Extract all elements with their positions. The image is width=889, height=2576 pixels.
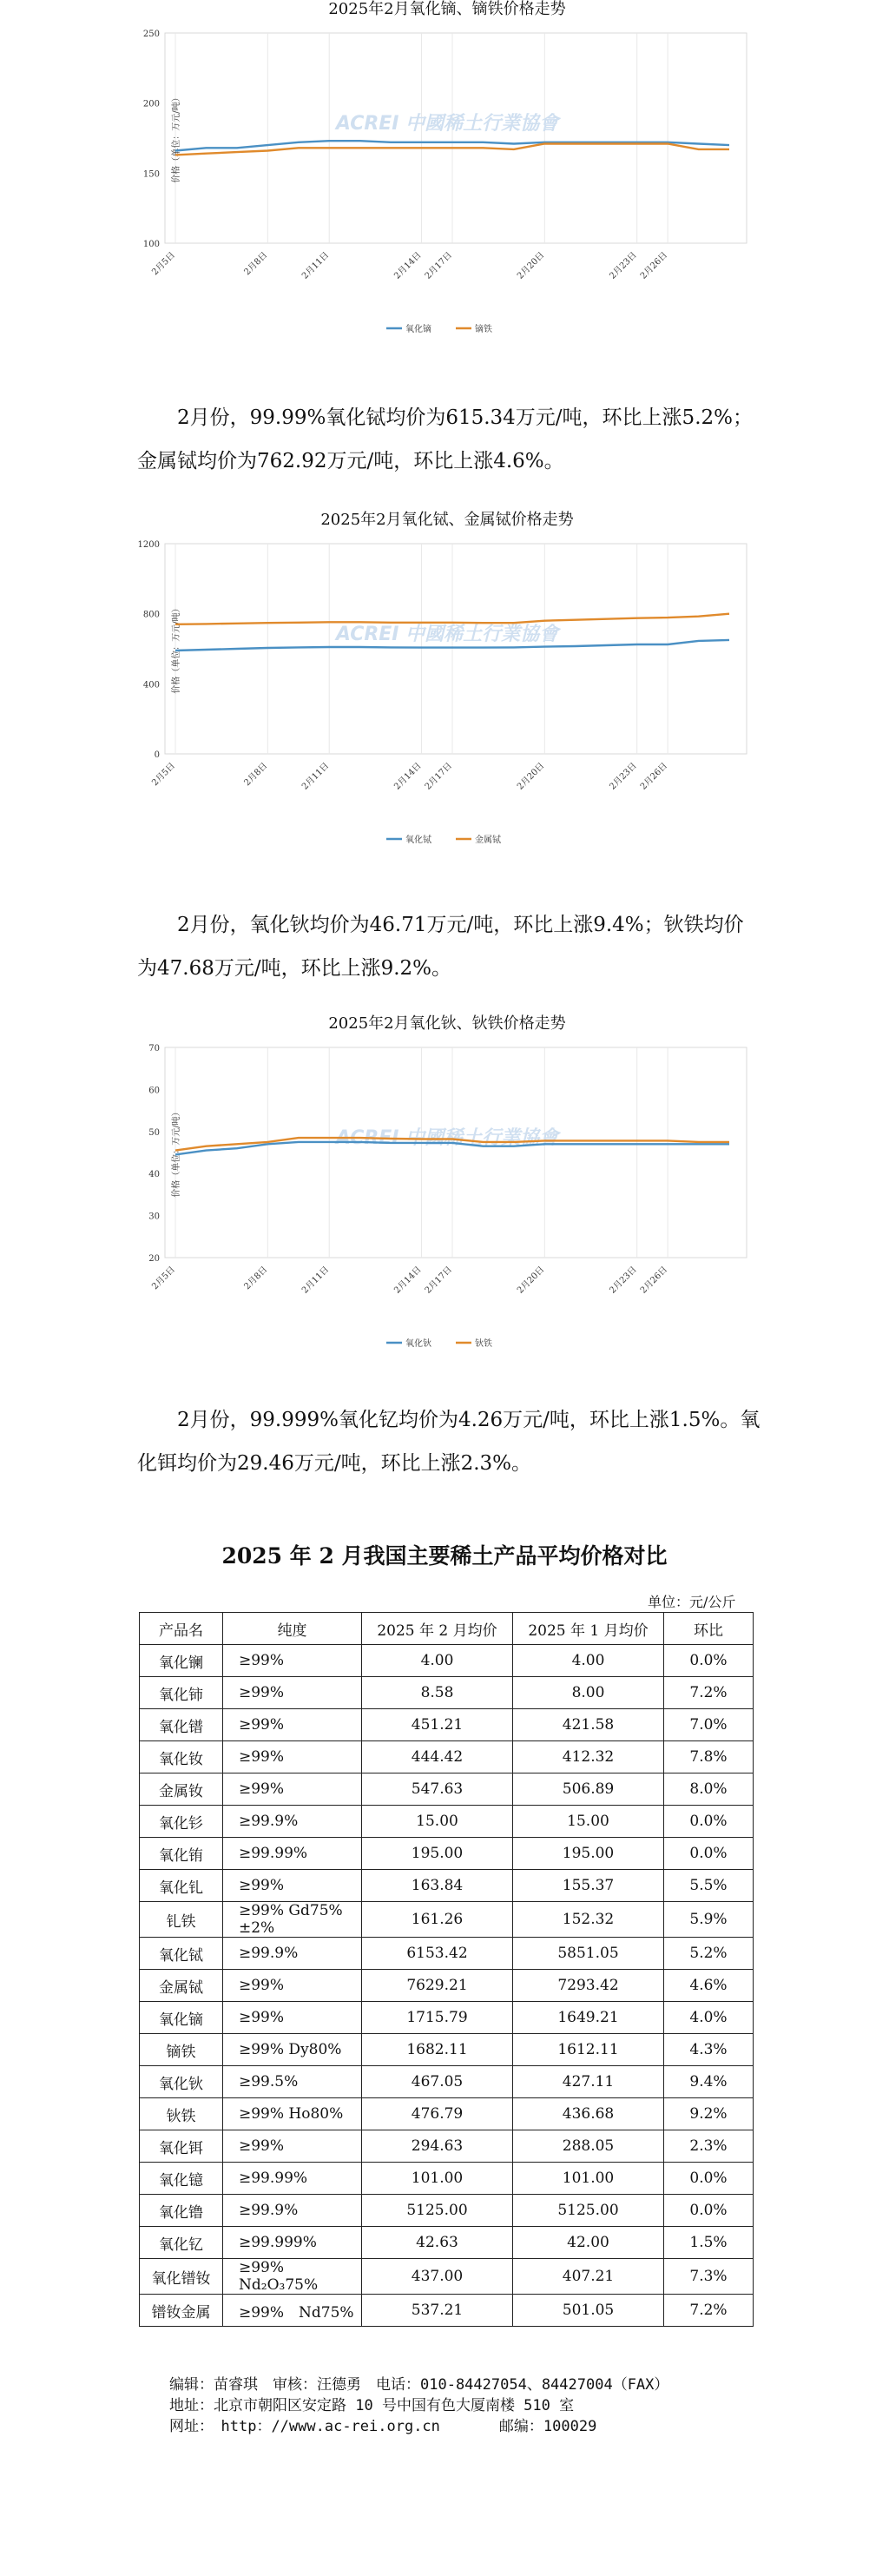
paragraph-yttrium-erbium — [137, 1398, 762, 1485]
x-tick-label: 2月20日 — [516, 761, 547, 792]
table-row — [140, 2098, 754, 2130]
cell-jan-price: 288.05 — [513, 2130, 664, 2163]
cell-product: 氧化镱 — [140, 2163, 223, 2195]
cell-purity: ≥99% Dy80% — [223, 2034, 362, 2066]
cell-purity: ≥99% Nd₂O₃75% — [223, 2259, 362, 2295]
cell-mom: 9.2% — [664, 2098, 754, 2130]
cell-feb-price: 1682.11 — [362, 2034, 513, 2066]
cell-purity: ≥99.999% — [223, 2227, 362, 2259]
cell-feb-price: 8.58 — [362, 1677, 513, 1709]
cell-mom: 0.0% — [664, 2163, 754, 2195]
paragraph-yttrium-erbium-text: 2月份，99.999%氧化钇均价为4.26万元/吨，环比上涨1.5%。氧化铒均价为29.46万元/吨，环比上涨2.3%。 — [137, 1409, 761, 1475]
cell-mom: 4.3% — [664, 2034, 754, 2066]
cell-jan-price: 1649.21 — [513, 2002, 664, 2034]
chart-terbium-svg — [130, 511, 764, 884]
cell-purity: ≥99.99% — [223, 2163, 362, 2195]
cell-product: 氧化铈 — [140, 1677, 223, 1709]
table-row — [140, 1773, 754, 1806]
cell-mom: 0.0% — [664, 1806, 754, 1838]
cell-jan-price: 7293.42 — [513, 1970, 664, 2002]
legend-label: 氧化镝 — [405, 325, 431, 334]
cell-jan-price: 42.00 — [513, 2227, 664, 2259]
y-axis-label: 价格（单位：万元/吨） — [172, 93, 181, 183]
table-row — [140, 2227, 754, 2259]
x-tick-label: 2月14日 — [392, 250, 424, 281]
cell-feb-price: 101.00 — [362, 2163, 513, 2195]
legend-label: 氧化钬 — [405, 1339, 431, 1349]
watermark-text: ACREI 中國稀土行業協會 — [335, 624, 559, 645]
cell-feb-price: 161.26 — [362, 1902, 513, 1938]
table-unit: 单位：元/公斤 — [648, 1594, 736, 1610]
cell-mom: 7.3% — [664, 2259, 754, 2295]
y-tick-label: 100 — [142, 240, 160, 249]
cell-feb-price: 537.21 — [362, 2295, 513, 2327]
cell-purity: ≥99% — [223, 1741, 362, 1773]
cell-product: 氧化镨钕 — [140, 2259, 223, 2295]
paragraph-terbium-text: 2月份，99.99%氧化铽均价为615.34万元/吨，环比上涨5.2%；金属铽均价为762.92万元/吨，环比上涨4.6%。 — [137, 406, 753, 472]
cell-purity: ≥99% — [223, 1970, 362, 2002]
cell-feb-price: 6153.42 — [362, 1938, 513, 1970]
cell-mom: 2.3% — [664, 2130, 754, 2163]
chart-terbium — [130, 511, 764, 884]
cell-mom: 7.2% — [664, 2295, 754, 2327]
cell-feb-price: 547.63 — [362, 1773, 513, 1806]
y-tick-label: 50 — [148, 1127, 160, 1138]
cell-mom: 5.5% — [664, 1870, 754, 1902]
chart-dysprosium-svg — [130, 0, 764, 373]
x-tick-label: 2月8日 — [242, 761, 270, 789]
y-tick-label: 20 — [148, 1254, 160, 1264]
cell-feb-price: 163.84 — [362, 1870, 513, 1902]
table-row — [140, 2295, 754, 2327]
cell-product: 氧化钬 — [140, 2066, 223, 2098]
table-row — [140, 1838, 754, 1870]
y-tick-label: 70 — [148, 1044, 160, 1054]
table-row — [140, 1709, 754, 1741]
cell-product: 镨钕金属 — [140, 2295, 223, 2327]
cell-product: 氧化镧 — [140, 1645, 223, 1677]
watermark-text: ACREI 中國稀土行業協會 — [335, 113, 559, 135]
x-tick-label: 2月5日 — [150, 761, 178, 789]
cell-purity: ≥99% Gd75%±2% — [223, 1902, 362, 1938]
cell-jan-price: 436.68 — [513, 2098, 664, 2130]
header-jan-price: 2025 年 1 月均价 — [513, 1613, 664, 1645]
table-header-row — [140, 1613, 754, 1645]
x-tick-label: 2月17日 — [423, 250, 455, 281]
table-row — [140, 2066, 754, 2098]
table-row — [140, 1741, 754, 1773]
cell-feb-price: 451.21 — [362, 1709, 513, 1741]
cell-product: 钆铁 — [140, 1902, 223, 1938]
cell-mom: 4.0% — [664, 2002, 754, 2034]
table-row — [140, 1902, 754, 1938]
cell-mom: 7.8% — [664, 1741, 754, 1773]
cell-mom: 1.5% — [664, 2227, 754, 2259]
x-tick-label: 2月20日 — [516, 1265, 547, 1296]
cell-feb-price: 4.00 — [362, 1645, 513, 1677]
y-tick-label: 30 — [148, 1212, 160, 1222]
x-tick-label: 2月17日 — [423, 1265, 455, 1296]
cell-feb-price: 7629.21 — [362, 1970, 513, 2002]
cell-jan-price: 412.32 — [513, 1741, 664, 1773]
table-title: 2025 年 2 月我国主要稀土产品平均价格对比 — [221, 1543, 668, 1569]
header-product: 产品名 — [140, 1613, 223, 1645]
cell-mom: 9.4% — [664, 2066, 754, 2098]
cell-purity: ≥99% Ho80% — [223, 2098, 362, 2130]
plot-frame — [165, 1047, 747, 1258]
paragraph-holmium-text: 2月份，氧化钬均价为46.71万元/吨，环比上涨9.4%；钬铁均价为47.68万元/吨，环比上涨9.2%。 — [137, 914, 744, 980]
table-row — [140, 2259, 754, 2295]
chart-holmium-svg — [130, 1014, 764, 1388]
cell-jan-price: 501.05 — [513, 2295, 664, 2327]
y-axis-label: 价格（单位：万元/吨） — [172, 604, 181, 694]
x-tick-label: 2月11日 — [300, 1265, 332, 1296]
chart-holmium — [130, 1014, 764, 1388]
legend-label: 氧化铽 — [405, 836, 431, 845]
y-tick-label: 800 — [142, 610, 160, 620]
cell-purity: ≥99% — [223, 1709, 362, 1741]
cell-purity: ≥99.9% — [223, 1938, 362, 1970]
cell-jan-price: 4.00 — [513, 1645, 664, 1677]
cell-purity: ≥99% — [223, 1677, 362, 1709]
paragraph-holmium — [137, 903, 762, 990]
cell-product: 氧化镥 — [140, 2195, 223, 2227]
y-tick-label: 400 — [142, 680, 160, 690]
cell-product: 氧化钆 — [140, 1870, 223, 1902]
cell-product: 金属铽 — [140, 1970, 223, 2002]
table-row — [140, 1938, 754, 1970]
table-row — [140, 2195, 754, 2227]
x-tick-label: 2月26日 — [638, 761, 670, 792]
cell-product: 金属钕 — [140, 1773, 223, 1806]
cell-jan-price: 407.21 — [513, 2259, 664, 2295]
cell-purity: ≥99.99% — [223, 1838, 362, 1870]
x-tick-label: 2月11日 — [300, 761, 332, 792]
x-tick-label: 2月8日 — [242, 250, 270, 278]
cell-jan-price: 427.11 — [513, 2066, 664, 2098]
header-purity: 纯度 — [223, 1613, 362, 1645]
cell-feb-price: 467.05 — [362, 2066, 513, 2098]
chart-title: 2025年2月氧化钬、钬铁价格走势 — [328, 1014, 566, 1033]
header-mom: 环比 — [664, 1613, 754, 1645]
x-tick-label: 2月14日 — [392, 1265, 424, 1296]
cell-jan-price: 5851.05 — [513, 1938, 664, 1970]
cell-product: 氧化铒 — [140, 2130, 223, 2163]
footer-address: 地址：北京市朝阳区安定路 10 号中国有色大厦南楼 510 室 — [169, 2397, 575, 2414]
x-tick-label: 2月23日 — [608, 1265, 639, 1296]
footer — [169, 2375, 668, 2437]
cell-feb-price: 5125.00 — [362, 2195, 513, 2227]
table-row — [140, 1645, 754, 1677]
paragraph-terbium — [137, 396, 762, 483]
chart-title: 2025年2月氧化铽、金属铽价格走势 — [320, 511, 574, 529]
chart-dysprosium — [130, 0, 764, 373]
cell-product: 氧化钇 — [140, 2227, 223, 2259]
price-table — [139, 1612, 754, 2327]
cell-feb-price: 15.00 — [362, 1806, 513, 1838]
cell-product: 氧化镝 — [140, 2002, 223, 2034]
cell-feb-price: 437.00 — [362, 2259, 513, 2295]
table-row — [140, 1870, 754, 1902]
y-tick-label: 150 — [142, 169, 160, 180]
x-tick-label: 2月20日 — [516, 250, 547, 281]
cell-mom: 7.2% — [664, 1677, 754, 1709]
y-tick-label: 40 — [148, 1170, 160, 1180]
cell-feb-price: 294.63 — [362, 2130, 513, 2163]
header-feb-price: 2025 年 2 月均价 — [362, 1613, 513, 1645]
table-row — [140, 2034, 754, 2066]
cell-jan-price: 15.00 — [513, 1806, 664, 1838]
footer-website: 网址： http：//www.ac-rei.org.cn 邮编：100029 — [169, 2418, 597, 2435]
x-tick-label: 2月8日 — [242, 1265, 270, 1292]
cell-purity: ≥99% — [223, 1870, 362, 1902]
table-row — [140, 1677, 754, 1709]
cell-jan-price: 8.00 — [513, 1677, 664, 1709]
x-tick-label: 2月5日 — [150, 250, 178, 278]
cell-product: 氧化镨 — [140, 1709, 223, 1741]
cell-purity: ≥99% — [223, 1773, 362, 1806]
table-row — [140, 2002, 754, 2034]
table-row — [140, 1806, 754, 1838]
y-tick-label: 200 — [142, 99, 160, 109]
x-tick-label: 2月26日 — [638, 250, 670, 281]
watermark-text: ACREI 中國稀土行業協會 — [335, 1127, 559, 1149]
legend-label: 金属铽 — [475, 836, 501, 845]
x-tick-label: 2月23日 — [608, 250, 639, 281]
legend-label: 钬铁 — [475, 1339, 492, 1349]
x-tick-label: 2月14日 — [392, 761, 424, 792]
chart-title: 2025年2月氧化镝、镝铁价格走势 — [328, 0, 566, 18]
y-tick-label: 0 — [154, 750, 160, 760]
x-tick-label: 2月17日 — [423, 761, 455, 792]
cell-purity: ≥99% — [223, 1645, 362, 1677]
cell-product: 氧化钕 — [140, 1741, 223, 1773]
cell-jan-price: 1612.11 — [513, 2034, 664, 2066]
y-tick-label: 1200 — [137, 540, 160, 550]
table-row — [140, 1970, 754, 2002]
cell-mom: 7.0% — [664, 1709, 754, 1741]
cell-mom: 5.9% — [664, 1902, 754, 1938]
cell-feb-price: 476.79 — [362, 2098, 513, 2130]
cell-jan-price: 5125.00 — [513, 2195, 664, 2227]
cell-product: 氧化铽 — [140, 1938, 223, 1970]
cell-purity: ≥99.9% — [223, 1806, 362, 1838]
cell-feb-price: 42.63 — [362, 2227, 513, 2259]
cell-mom: 0.0% — [664, 2195, 754, 2227]
cell-product: 氧化钐 — [140, 1806, 223, 1838]
cell-feb-price: 1715.79 — [362, 2002, 513, 2034]
table-row — [140, 2130, 754, 2163]
x-tick-label: 2月26日 — [638, 1265, 670, 1296]
cell-feb-price: 444.42 — [362, 1741, 513, 1773]
legend-label: 镝铁 — [475, 325, 492, 334]
cell-jan-price: 506.89 — [513, 1773, 664, 1806]
y-axis-label: 价格（单位：万元/吨） — [172, 1107, 181, 1198]
cell-mom: 4.6% — [664, 1970, 754, 2002]
cell-mom: 0.0% — [664, 1645, 754, 1677]
cell-feb-price: 195.00 — [362, 1838, 513, 1870]
x-tick-label: 2月11日 — [300, 250, 332, 281]
cell-purity: ≥99.9% — [223, 2195, 362, 2227]
cell-mom: 5.2% — [664, 1938, 754, 1970]
cell-product: 氧化铕 — [140, 1838, 223, 1870]
cell-jan-price: 101.00 — [513, 2163, 664, 2195]
cell-mom: 0.0% — [664, 1838, 754, 1870]
table-row — [140, 2163, 754, 2195]
x-tick-label: 2月5日 — [150, 1265, 178, 1292]
cell-jan-price: 155.37 — [513, 1870, 664, 1902]
cell-product: 镝铁 — [140, 2034, 223, 2066]
cell-purity: ≥99% — [223, 2130, 362, 2163]
cell-purity: ≥99.5% — [223, 2066, 362, 2098]
cell-product: 钬铁 — [140, 2098, 223, 2130]
y-tick-label: 250 — [142, 30, 160, 39]
footer-editor: 编辑：苗睿琪 审核：汪德勇 电话：010-84427054、84427004（FAX） — [169, 2376, 669, 2394]
cell-purity: ≥99% — [223, 2002, 362, 2034]
y-tick-label: 60 — [148, 1086, 160, 1096]
cell-mom: 8.0% — [664, 1773, 754, 1806]
cell-purity: ≥99% Nd75% — [223, 2295, 362, 2327]
x-tick-label: 2月23日 — [608, 761, 639, 792]
cell-jan-price: 421.58 — [513, 1709, 664, 1741]
plot-frame — [165, 33, 747, 243]
cell-jan-price: 152.32 — [513, 1902, 664, 1938]
cell-jan-price: 195.00 — [513, 1838, 664, 1870]
